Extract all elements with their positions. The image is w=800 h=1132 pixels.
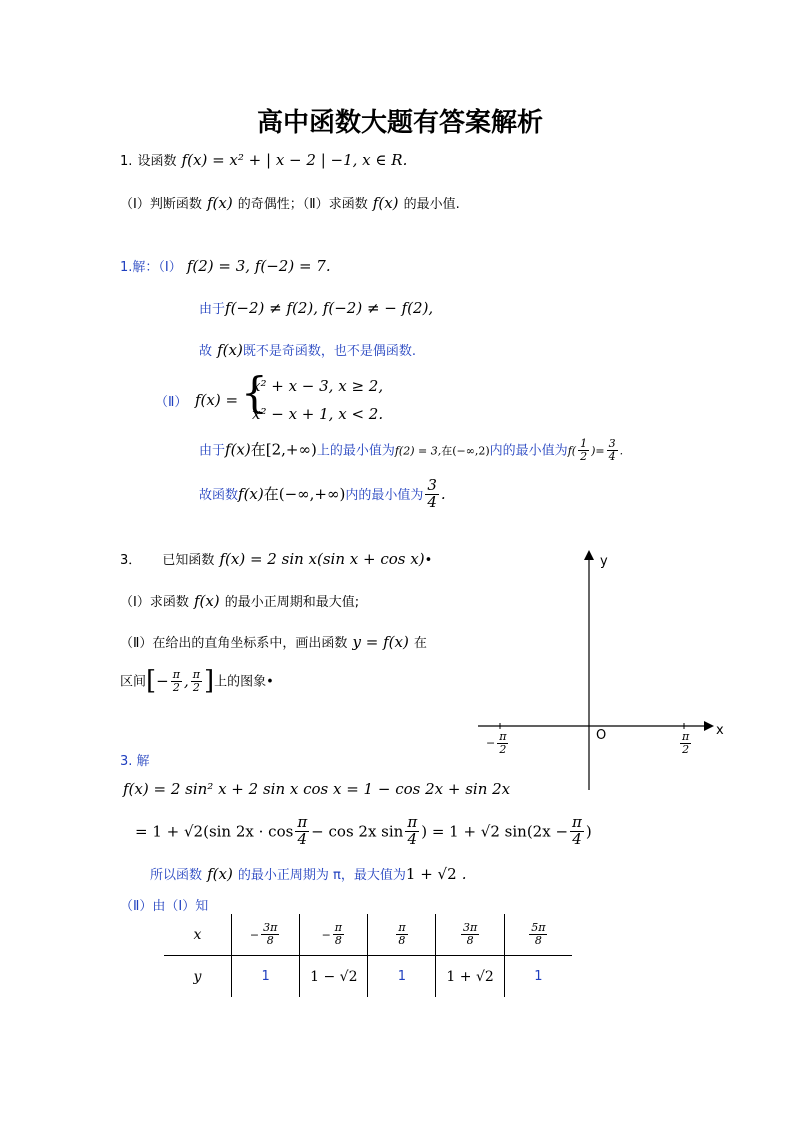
solution-formula: .: [440, 484, 446, 503]
solution-3-line-1: f(x) = 2 sin² x + 2 sin x cos x = 1 − cos 2x + sin 2x: [123, 780, 511, 798]
problem-3-question-2: [120, 632, 427, 651]
problem-dot: •: [266, 674, 274, 690]
question-formula: f(x): [372, 194, 399, 212]
fraction: $\frac{3}{4}$: [427, 476, 437, 511]
solution-text: 由于: [199, 302, 226, 317]
solution-text: 故: [199, 344, 213, 359]
problem-formula: f(x) = x² + | x − 2 | −1, x ∈ R.: [181, 151, 408, 169]
table-cell: $\frac{3\pi}{8}$: [436, 914, 504, 956]
problem-text: 已知函数: [162, 553, 215, 568]
solution-1-line-6: [199, 478, 446, 511]
piecewise-brace: {: [241, 368, 268, 417]
table-cell: 1: [534, 969, 543, 984]
fraction: $\frac{\pi}{2}$: [172, 667, 180, 694]
question-formula: f(x): [193, 592, 220, 610]
solution-1-line-3: [199, 340, 416, 359]
question-text: 求函数: [328, 197, 368, 212]
solution-text: 内的最小值为: [489, 443, 568, 459]
problem-3-question-1: [120, 591, 359, 610]
problem-text: 设函数: [137, 154, 177, 169]
solution-formula: f(x): [238, 484, 264, 503]
row-label: x: [164, 914, 231, 956]
solution-label: 3. 解: [120, 754, 150, 769]
question-text: 区间: [120, 674, 147, 690]
solution-part-label: （Ⅱ）: [155, 395, 188, 410]
question-text: 上的图象: [214, 674, 267, 690]
question-text: 的最小值.: [403, 197, 460, 212]
solution-1-line-2: [199, 298, 433, 317]
y-arrow-icon: [584, 550, 594, 560]
solution-formula: f(: [567, 444, 577, 458]
question-text: 的奇偶性；: [237, 197, 303, 212]
table-cell: $\frac{5\pi}{8}$: [504, 914, 572, 956]
problem-formula: f(x) = 2 sin x(sin x + cos x): [219, 550, 425, 568]
solution-formula: f(x): [225, 440, 251, 459]
problem-number: 1.: [120, 154, 133, 169]
table-row: [164, 956, 572, 998]
solution-text: 上的最小值为: [316, 443, 395, 459]
solution-text: 内的最小值为: [345, 487, 424, 503]
math-sign: −: [156, 672, 169, 690]
problem-dot: •: [424, 553, 433, 568]
y-axis-label: y: [600, 554, 608, 569]
question-label: （Ⅱ）: [302, 197, 329, 212]
table-cell: 1 − √2: [300, 956, 368, 998]
math-sign: ,: [183, 672, 189, 690]
table-row: [164, 914, 572, 956]
solution-formula: f(2) = 3, f(−2) = 7.: [186, 257, 331, 275]
table-cell: 1 + √2: [436, 956, 504, 998]
solution-formula: f(−2) ≠ f(2), f(−2) ≠ − f(2),: [225, 299, 434, 317]
solution-formula: f(x): [217, 341, 243, 359]
x-axis-label: x: [716, 723, 724, 738]
solution-formula: 在(−∞,+∞): [263, 484, 346, 503]
value-table: [164, 914, 572, 997]
question-text: 的最小正周期和最大值;: [224, 595, 360, 610]
solution-formula: =: [595, 444, 605, 458]
coordinate-system: [470, 548, 730, 798]
problem-1-stem: [120, 150, 407, 169]
bracket-right: ]: [204, 666, 215, 696]
fraction: $\frac{\pi}{2}$: [192, 667, 200, 694]
bracket-left: [: [146, 666, 157, 696]
solution-formula: .: [619, 444, 624, 458]
solution-formula: f(2) = 3,: [394, 444, 442, 458]
question-formula: f(x): [206, 194, 233, 212]
table-cell: − $\frac{\pi}{8}$: [300, 914, 368, 956]
solution-3-part-2: （Ⅱ）由（Ⅰ）知: [120, 899, 209, 914]
solution-text: 故函数: [199, 487, 239, 503]
table-cell: $\frac{\pi}{8}$: [368, 914, 436, 956]
solution-3-line-3: 所以函数 f(x) 的最小正周期为 π，最大值为1 + √2 .: [150, 865, 467, 883]
question-label: （Ⅰ）: [120, 197, 150, 212]
solution-formula: 在[2,+∞): [250, 440, 317, 459]
solution-text: 由于: [199, 443, 226, 459]
row-label: y: [164, 956, 231, 998]
solution-formula: ): [591, 444, 596, 458]
solution-1-line-1: [120, 256, 331, 275]
solution-label: 1.解：（Ⅰ）: [120, 260, 182, 275]
x-arrow-icon: [704, 721, 714, 731]
question-text: 在: [413, 636, 427, 651]
question-text: （Ⅰ）求函数: [120, 595, 189, 610]
problem-3-question-2-cont: [120, 666, 274, 696]
table-cell: − $\frac{3\pi}{8}$: [231, 914, 299, 956]
question-text: 判断函数: [149, 197, 202, 212]
problem-1-questions: [120, 193, 460, 212]
table-cell: 1: [368, 956, 436, 998]
left-tick-label: − $\frac{\pi}{2}$: [486, 730, 507, 756]
fraction: $\frac{3}{4}$: [608, 437, 616, 463]
solution-formula: 在(−∞,2): [441, 444, 490, 458]
origin-label: O: [596, 728, 607, 743]
question-formula: y = f(x): [352, 633, 409, 651]
piecewise-lhs: f(x) =: [195, 391, 239, 409]
page-title: 高中函数大题有答案解析: [256, 108, 543, 138]
question-text: （Ⅱ）在给出的直角坐标系中，画出函数: [120, 636, 348, 651]
solution-3-line-2: = 1 + √2(sin 2x · cos $\frac{\pi}{4}$ − cos 2x sin $\frac{\pi}{4}$ ) = 1 + √2 sin(2x − $\frac{\pi}{4}$ ): [135, 813, 592, 848]
problem-number: 3．: [120, 553, 142, 568]
solution-text: 既不是奇函数，也不是偶函数.: [242, 344, 416, 359]
fraction: $\frac{1}{2}$: [580, 437, 588, 463]
piecewise-case-2: x² − x + 1, x < 2.: [252, 405, 384, 423]
problem-3-stem: [120, 549, 432, 568]
solution-1-line-5: [199, 438, 623, 462]
right-tick-label: $\frac{\pi}{2}$: [682, 730, 690, 756]
piecewise-case-1: x² + x − 3, x ≥ 2,: [252, 377, 384, 395]
table-cell: 1: [231, 956, 299, 998]
